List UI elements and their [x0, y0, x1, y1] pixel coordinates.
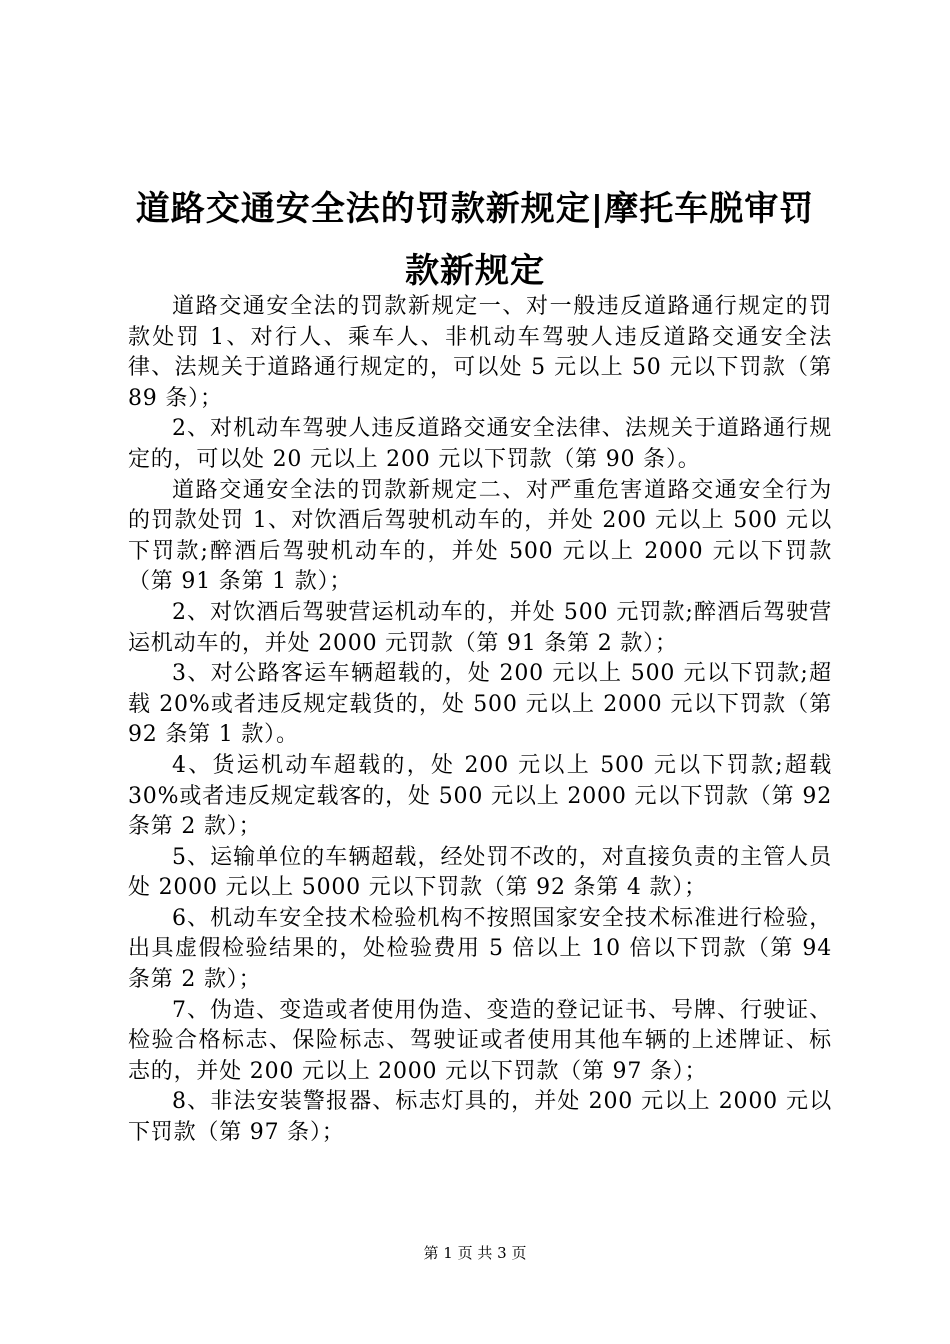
paragraph-8: 6、机动车安全技术检验机构不按照国家安全技术标准进行检验，出具虚假检验结果的，处检验费用 5 倍以上 10 倍以下罚款（第 94 条第 2 款）； — [128, 905, 832, 993]
paragraph-3: 道路交通安全法的罚款新规定二、对严重危害道路交通安全行为的罚款处罚 1、对饮酒后驾驶机动车的，并处 200 元以上 500 元以下罚款;醉酒后驾驶机动车的，并处 500 元以上 2000 元以下罚款（第 91 条第 1 款）； — [128, 477, 832, 595]
paragraph-4: 2、对饮酒后驾驶营运机动车的，并处 500 元罚款;醉酒后驾驶营运机动车的，并处 2000 元罚款（第 91 条第 2 款）； — [128, 599, 832, 656]
paragraph-7: 5、运输单位的车辆超载，经处罚不改的，对直接负责的主管人员处 2000 元以上 5000 元以下罚款（第 92 条第 4 款）； — [128, 844, 832, 901]
page-footer: 第 1 页 共 3 页 — [423, 1244, 527, 1262]
paragraph-2: 2、对机动车驾驶人违反道路交通安全法律、法规关于道路通行规定的，可以处 20 元以上 200 元以下罚款（第 90 条）。 — [128, 416, 832, 472]
paragraph-1: 道路交通安全法的罚款新规定一、对一般违反道路通行规定的罚款处罚 1、对行人、乘车人、非机动车驾驶人违反道路交通安全法律、法规关于道路通行规定的，可以处 5 元以上 50 元以下罚款（第 89 条）； — [128, 294, 832, 411]
document-body — [128, 292, 832, 1149]
paragraph-5: 3、对公路客运车辆超载的，处 200 元以上 500 元以下罚款;超载 20%或者违反规定载货的，处 500 元以上 2000 元以下罚款（第 92 条第 1 款）。 — [128, 661, 832, 748]
document-title: 道路交通安全法的罚款新规定|摩托车脱审罚款新规定 — [135, 189, 815, 291]
paragraph-10: 8、非法安装警报器、标志灯具的，并处 200 元以上 2000 元以下罚款（第 97 条）； — [128, 1089, 832, 1146]
paragraph-9: 7、伪造、变造或者使用伪造、变造的登记证书、号牌、行驶证、检验合格标志、保险标志、驾驶证或者使用其他车辆的上述牌证、标志的，并处 200 元以上 2000 元以下罚款（第 97 条）； — [128, 997, 832, 1084]
paragraph-6: 4、货运机动车超载的，处 200 元以上 500 元以下罚款;超载 30%或者违反规定载客的，处 500 元以上 2000 元以下罚款（第 92 条第 2 款）； — [128, 752, 832, 840]
